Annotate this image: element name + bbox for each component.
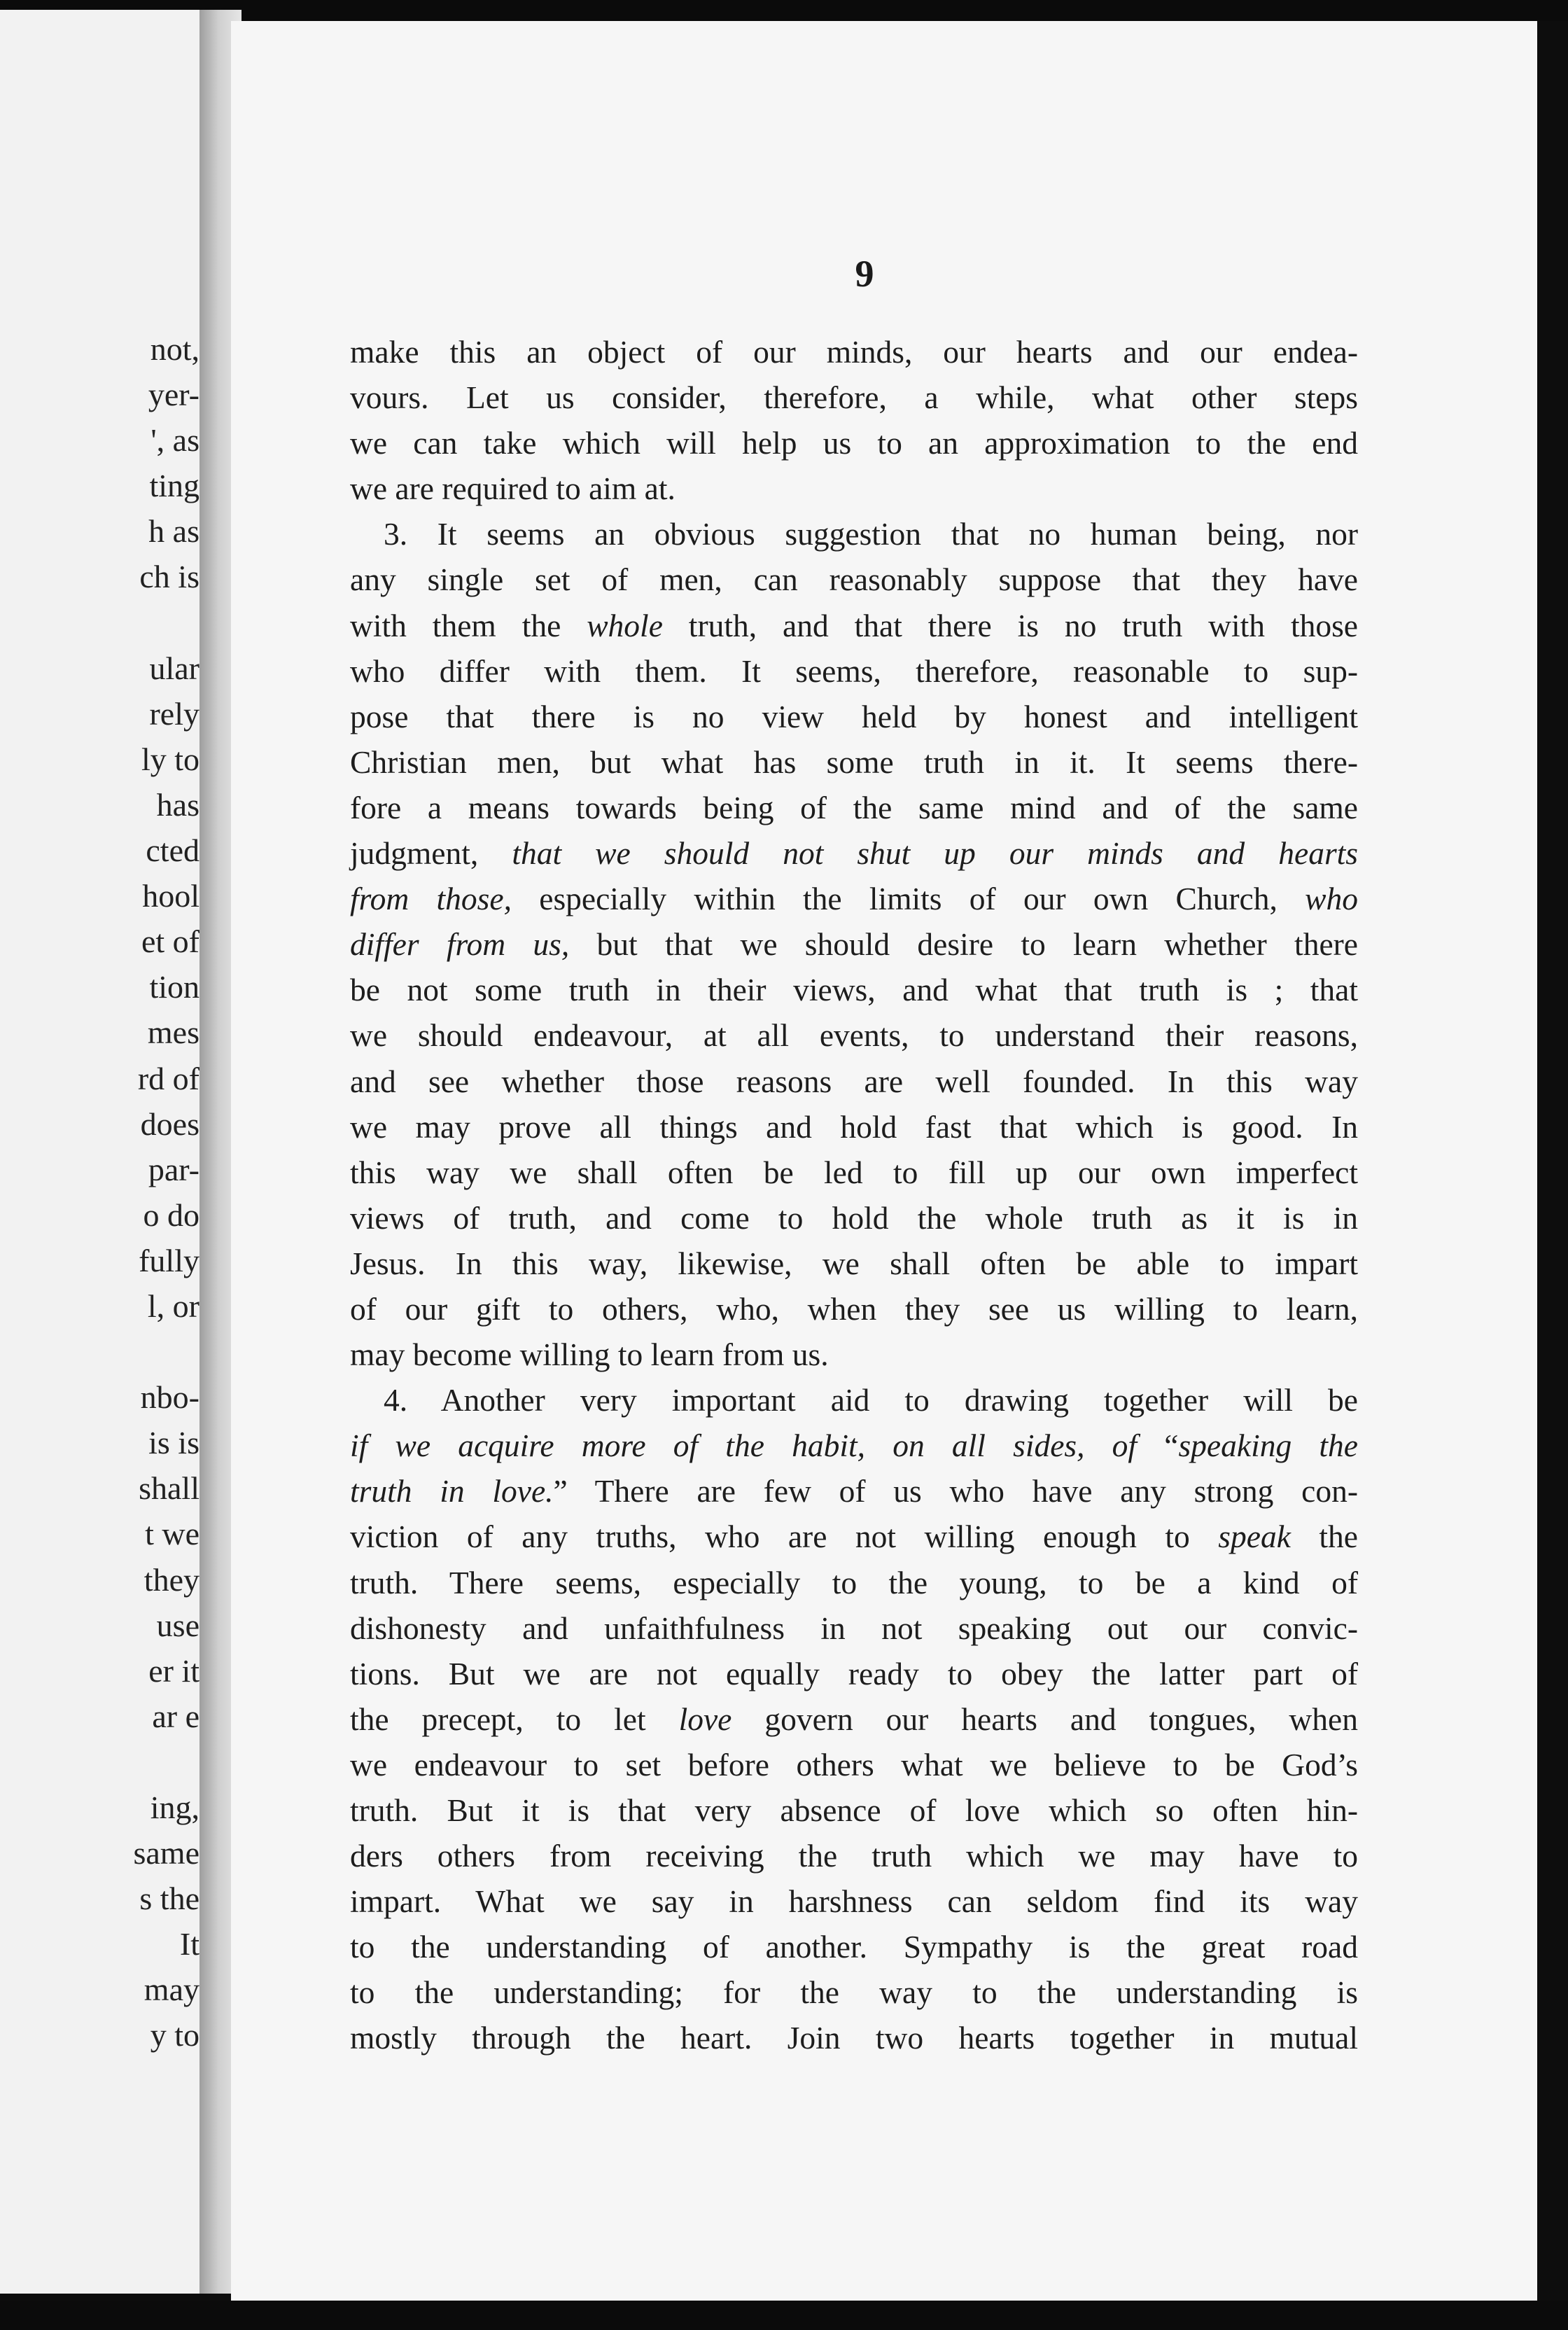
scan-bottom-border xyxy=(0,2301,1568,2330)
left-page-fragment-line: use xyxy=(156,1607,200,1643)
text-run: with them the xyxy=(350,607,587,643)
text-line: truth. There seems, especially to the young, to be a kind of xyxy=(350,1564,1358,1600)
text-line: we endeavour to set before others what we believe to be God’s xyxy=(350,1746,1358,1783)
text-line: to the understanding of another. Sympathy is the great road xyxy=(350,1929,1358,1965)
text-line: truth. But it is that very absence of love which so often hin- xyxy=(350,1792,1358,1828)
text-line: dishonesty and unfaithfulness in not speaking out our convic- xyxy=(350,1610,1358,1646)
left-page-fragment-line: ch is xyxy=(139,559,200,595)
left-page-fragment-line: ular xyxy=(149,650,200,686)
left-page-fragment-line: shall xyxy=(139,1470,200,1507)
left-page-fragment xyxy=(0,10,200,2294)
left-page-fragment-line: ing, xyxy=(150,1790,200,1825)
left-page-fragment-line: ly to xyxy=(141,741,200,777)
text-line xyxy=(350,603,1358,648)
text-line: fore a means towards being of the same mind and of the same xyxy=(350,789,1358,825)
text-run: the precept, to let xyxy=(350,1701,679,1737)
text-run: but that we should desire to learn whether there xyxy=(569,926,1358,963)
left-page-fragment-line: rely xyxy=(149,695,200,732)
text-run: the xyxy=(1290,1519,1358,1555)
left-page-fragment-line: y to xyxy=(150,2017,200,2053)
left-page-fragment-line: o do xyxy=(143,1197,200,1233)
text-run: judgment, xyxy=(350,835,512,872)
text-line: 3. It seems an obvious suggestion that no human being, nor xyxy=(384,516,1358,552)
text-line: may become willing to learn from us. xyxy=(350,1337,829,1373)
left-page-fragment-line: yer- xyxy=(148,377,200,413)
text-line: Jesus. In this way, likewise, we shall often be able to impart xyxy=(350,1245,1358,1281)
text-line: mostly through the heart. Join two hearts together in mutual xyxy=(350,2020,1358,2056)
text-line xyxy=(350,1468,1358,1514)
emphasis-text: speaking the xyxy=(1178,1428,1358,1464)
text-line: and see whether those reasons are well founded. In this way xyxy=(350,1063,1358,1099)
text-line: we should endeavour, at all events, to understand their reasons, xyxy=(350,1017,1358,1054)
text-line xyxy=(350,830,1358,876)
left-page-fragment-line: tion xyxy=(149,969,200,1005)
text-line: views of truth, and come to hold the whole truth as it is in xyxy=(350,1199,1358,1236)
left-page-fragment-line: It xyxy=(179,1926,200,1962)
emphasis-text: from those, xyxy=(350,881,512,917)
text-line: make this an object of our minds, our hearts and our endea- xyxy=(350,334,1358,370)
text-line: this way we shall often be led to fill up our own imperfect xyxy=(350,1154,1358,1190)
left-page-fragment-line: cted xyxy=(146,832,200,869)
text-line: any single set of men, can reasonably suppose that they have xyxy=(350,561,1358,598)
text-line: impart. What we say in harshness can seldom find its way xyxy=(350,1883,1358,1920)
left-page-fragment-line: may xyxy=(144,1972,200,2008)
left-page-fragment-line: nbo- xyxy=(140,1379,200,1416)
emphasis-text: differ from us, xyxy=(350,926,570,963)
text-line: we can take which will help us to an approximation to the end xyxy=(350,425,1358,461)
emphasis-text: if we acquire more of the habit, on all sides, of xyxy=(350,1428,1138,1464)
left-page-fragment-line: same xyxy=(133,1835,200,1871)
left-page-fragment-line: h as xyxy=(148,513,200,550)
text-line xyxy=(350,1696,1358,1742)
text-line: tions. But we are not equally ready to obey the latter part of xyxy=(350,1655,1358,1691)
left-page-fragment-line: has xyxy=(156,786,200,823)
text-run: ” There are few of us who have any strong con- xyxy=(553,1473,1358,1509)
left-page-fragment-line: ar e xyxy=(152,1698,200,1734)
emphasis-text: love xyxy=(678,1701,732,1737)
text-line: 4. Another very important aid to drawing together will be xyxy=(384,1382,1358,1418)
text-run: “ xyxy=(1137,1428,1179,1464)
text-run: govern our hearts and tongues, when xyxy=(732,1701,1358,1737)
scan-right-border xyxy=(1537,21,1568,2301)
emphasis-text: that we should not shut up our minds and hearts xyxy=(512,835,1358,872)
emphasis-text: whole xyxy=(587,607,663,643)
left-page-fragment-line: does xyxy=(140,1105,200,1142)
left-page-fragment-line: s the xyxy=(139,1881,200,1917)
text-line xyxy=(350,876,1358,921)
left-page-fragment-line: er it xyxy=(148,1652,200,1689)
left-page-fragment-line: l, or xyxy=(147,1288,200,1324)
left-page-fragment-line xyxy=(0,1329,200,1374)
text-line: of our gift to others, who, when they see us willing to learn, xyxy=(350,1290,1358,1327)
text-line: pose that there is no view held by honest and intelligent xyxy=(350,698,1358,734)
left-page-fragment-line: ting xyxy=(149,468,200,504)
body-text xyxy=(350,329,1358,2061)
left-page-fragment-line xyxy=(0,1739,200,1785)
left-page-fragment-line: mes xyxy=(147,1014,200,1051)
text-run: viction of any truths, who are not willing enough to xyxy=(350,1519,1219,1555)
left-page-fragment-line xyxy=(0,600,200,646)
page-number: 9 xyxy=(855,253,874,295)
text-line: we may prove all things and hold fast that which is good. In xyxy=(350,1108,1358,1145)
text-run: especially within the limits of our own Church, xyxy=(511,881,1306,917)
text-line: be not some truth in their views, and what that truth is ; that xyxy=(350,972,1358,1008)
left-page-text xyxy=(0,326,200,2058)
emphasis-text: who xyxy=(1305,881,1358,917)
left-page-fragment-line: not, xyxy=(150,331,200,367)
text-run: truth, and that there is no truth with those xyxy=(662,607,1358,643)
text-line: we are required to aim at. xyxy=(350,470,676,507)
text-line: Christian men, but what has some truth in it. It seems there- xyxy=(350,744,1358,780)
left-page-fragment-line: fully xyxy=(139,1242,200,1278)
text-line xyxy=(350,1423,1358,1468)
left-page-fragment-line: they xyxy=(144,1561,200,1598)
left-page-fragment-line: rd of xyxy=(137,1060,200,1096)
emphasis-text: speak xyxy=(1218,1519,1291,1555)
text-line xyxy=(350,1514,1358,1559)
left-page-fragment-line: is is xyxy=(148,1425,200,1461)
left-page-fragment-line: t we xyxy=(145,1516,200,1552)
left-page-fragment-line: et of xyxy=(141,923,200,960)
text-line: ders others from receiving the truth which we may have to xyxy=(350,1838,1358,1874)
left-page-fragment-line: par- xyxy=(148,1151,200,1187)
text-line: vours. Let us consider, therefore, a while, what other steps xyxy=(350,379,1358,416)
left-page-fragment-line: ', as xyxy=(150,422,200,459)
emphasis-text: truth in love. xyxy=(350,1473,554,1509)
text-line: to the understanding; for the way to the understanding is xyxy=(350,1974,1358,2011)
left-page-fragment-line: hool xyxy=(142,878,200,914)
text-line xyxy=(350,921,1358,967)
text-line: who differ with them. It seems, therefore, reasonable to sup- xyxy=(350,653,1358,689)
